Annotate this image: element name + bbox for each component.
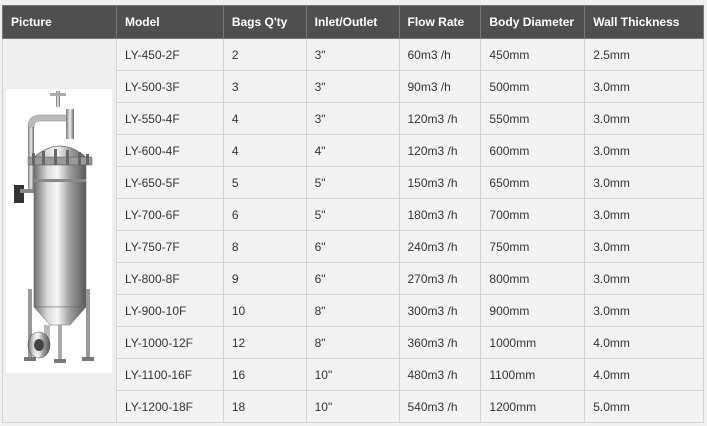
cell-inlet-outlet: 10" bbox=[306, 391, 399, 423]
cell-wall-thickness: 3.0mm bbox=[585, 199, 704, 231]
cell-wall-thickness: 3.0mm bbox=[585, 263, 704, 295]
col-header-flow-rate: Flow Rate bbox=[399, 6, 481, 39]
cell-bags-qty: 2 bbox=[223, 39, 306, 71]
cell-flow-rate: 60m3 /h bbox=[399, 39, 481, 71]
cell-model: LY-500-3F bbox=[116, 71, 223, 103]
filter-housing-image bbox=[6, 89, 112, 373]
col-header-model: Model bbox=[116, 6, 223, 39]
cell-model: LY-700-6F bbox=[116, 199, 223, 231]
cell-bags-qty: 12 bbox=[223, 327, 306, 359]
cell-wall-thickness: 4.0mm bbox=[585, 359, 704, 391]
cell-bags-qty: 4 bbox=[223, 135, 306, 167]
cell-body-diameter: 900mm bbox=[481, 295, 585, 327]
cell-model: LY-1200-18F bbox=[116, 391, 223, 423]
cell-inlet-outlet: 6" bbox=[306, 231, 399, 263]
cell-body-diameter: 500mm bbox=[481, 71, 585, 103]
cell-body-diameter: 450mm bbox=[481, 39, 585, 71]
cell-model: LY-750-7F bbox=[116, 231, 223, 263]
cell-wall-thickness: 3.0mm bbox=[585, 71, 704, 103]
cell-flow-rate: 480m3 /h bbox=[399, 359, 481, 391]
table-row bbox=[3, 39, 704, 71]
cell-inlet-outlet: 8" bbox=[306, 295, 399, 327]
cell-flow-rate: 360m3 /h bbox=[399, 327, 481, 359]
cell-wall-thickness: 3.0mm bbox=[585, 103, 704, 135]
cell-wall-thickness: 4.0mm bbox=[585, 327, 704, 359]
cell-body-diameter: 700mm bbox=[481, 199, 585, 231]
cell-wall-thickness: 3.0mm bbox=[585, 135, 704, 167]
cell-bags-qty: 4 bbox=[223, 103, 306, 135]
cell-model: LY-900-10F bbox=[116, 295, 223, 327]
cell-bags-qty: 9 bbox=[223, 263, 306, 295]
cell-bags-qty: 5 bbox=[223, 167, 306, 199]
col-header-inlet-outlet: Inlet/Outlet bbox=[306, 6, 399, 39]
cell-inlet-outlet: 3" bbox=[306, 39, 399, 71]
cell-wall-thickness: 3.0mm bbox=[585, 295, 704, 327]
cell-body-diameter: 600mm bbox=[481, 135, 585, 167]
cell-inlet-outlet: 5" bbox=[306, 167, 399, 199]
cell-flow-rate: 90m3 /h bbox=[399, 71, 481, 103]
cell-bags-qty: 16 bbox=[223, 359, 306, 391]
col-header-bags-qty: Bags Q'ty bbox=[223, 6, 306, 39]
cell-model: LY-550-4F bbox=[116, 103, 223, 135]
cell-inlet-outlet: 3" bbox=[306, 71, 399, 103]
col-header-body-diameter: Body Diameter bbox=[481, 6, 585, 39]
cell-wall-thickness: 3.0mm bbox=[585, 167, 704, 199]
cell-body-diameter: 1100mm bbox=[481, 359, 585, 391]
cell-wall-thickness: 3.0mm bbox=[585, 231, 704, 263]
cell-model: LY-800-8F bbox=[116, 263, 223, 295]
cell-bags-qty: 6 bbox=[223, 199, 306, 231]
cell-flow-rate: 240m3 /h bbox=[399, 231, 481, 263]
table-body bbox=[3, 39, 704, 423]
cell-body-diameter: 800mm bbox=[481, 263, 585, 295]
cell-inlet-outlet: 4" bbox=[306, 135, 399, 167]
cell-inlet-outlet: 10" bbox=[306, 359, 399, 391]
cell-inlet-outlet: 5" bbox=[306, 199, 399, 231]
cell-bags-qty: 8 bbox=[223, 231, 306, 263]
cell-body-diameter: 1200mm bbox=[481, 391, 585, 423]
cell-wall-thickness: 2.5mm bbox=[585, 39, 704, 71]
cell-body-diameter: 750mm bbox=[481, 231, 585, 263]
cell-bags-qty: 3 bbox=[223, 71, 306, 103]
cell-flow-rate: 270m3 /h bbox=[399, 263, 481, 295]
cell-bags-qty: 10 bbox=[223, 295, 306, 327]
cell-inlet-outlet: 3" bbox=[306, 103, 399, 135]
cell-flow-rate: 300m3 /h bbox=[399, 295, 481, 327]
cell-flow-rate: 180m3 /h bbox=[399, 199, 481, 231]
cell-inlet-outlet: 6" bbox=[306, 263, 399, 295]
cell-model: LY-1100-16F bbox=[116, 359, 223, 391]
cell-flow-rate: 120m3 /h bbox=[399, 103, 481, 135]
cell-flow-rate: 120m3 /h bbox=[399, 135, 481, 167]
cell-flow-rate: 540m3 /h bbox=[399, 391, 481, 423]
cell-body-diameter: 1000mm bbox=[481, 327, 585, 359]
picture-cell bbox=[3, 39, 117, 423]
cell-body-diameter: 650mm bbox=[481, 167, 585, 199]
cell-body-diameter: 550mm bbox=[481, 103, 585, 135]
col-header-picture: Picture bbox=[3, 6, 117, 39]
cell-bags-qty: 18 bbox=[223, 391, 306, 423]
cell-inlet-outlet: 8" bbox=[306, 327, 399, 359]
col-header-wall-thickness: Wall Thickness bbox=[585, 6, 704, 39]
header-row bbox=[3, 6, 704, 39]
cell-wall-thickness: 5.0mm bbox=[585, 391, 704, 423]
cell-model: LY-450-2F bbox=[116, 39, 223, 71]
cell-flow-rate: 150m3 /h bbox=[399, 167, 481, 199]
cell-model: LY-1000-12F bbox=[116, 327, 223, 359]
spec-table bbox=[2, 5, 704, 423]
cell-model: LY-600-4F bbox=[116, 135, 223, 167]
cell-model: LY-650-5F bbox=[116, 167, 223, 199]
